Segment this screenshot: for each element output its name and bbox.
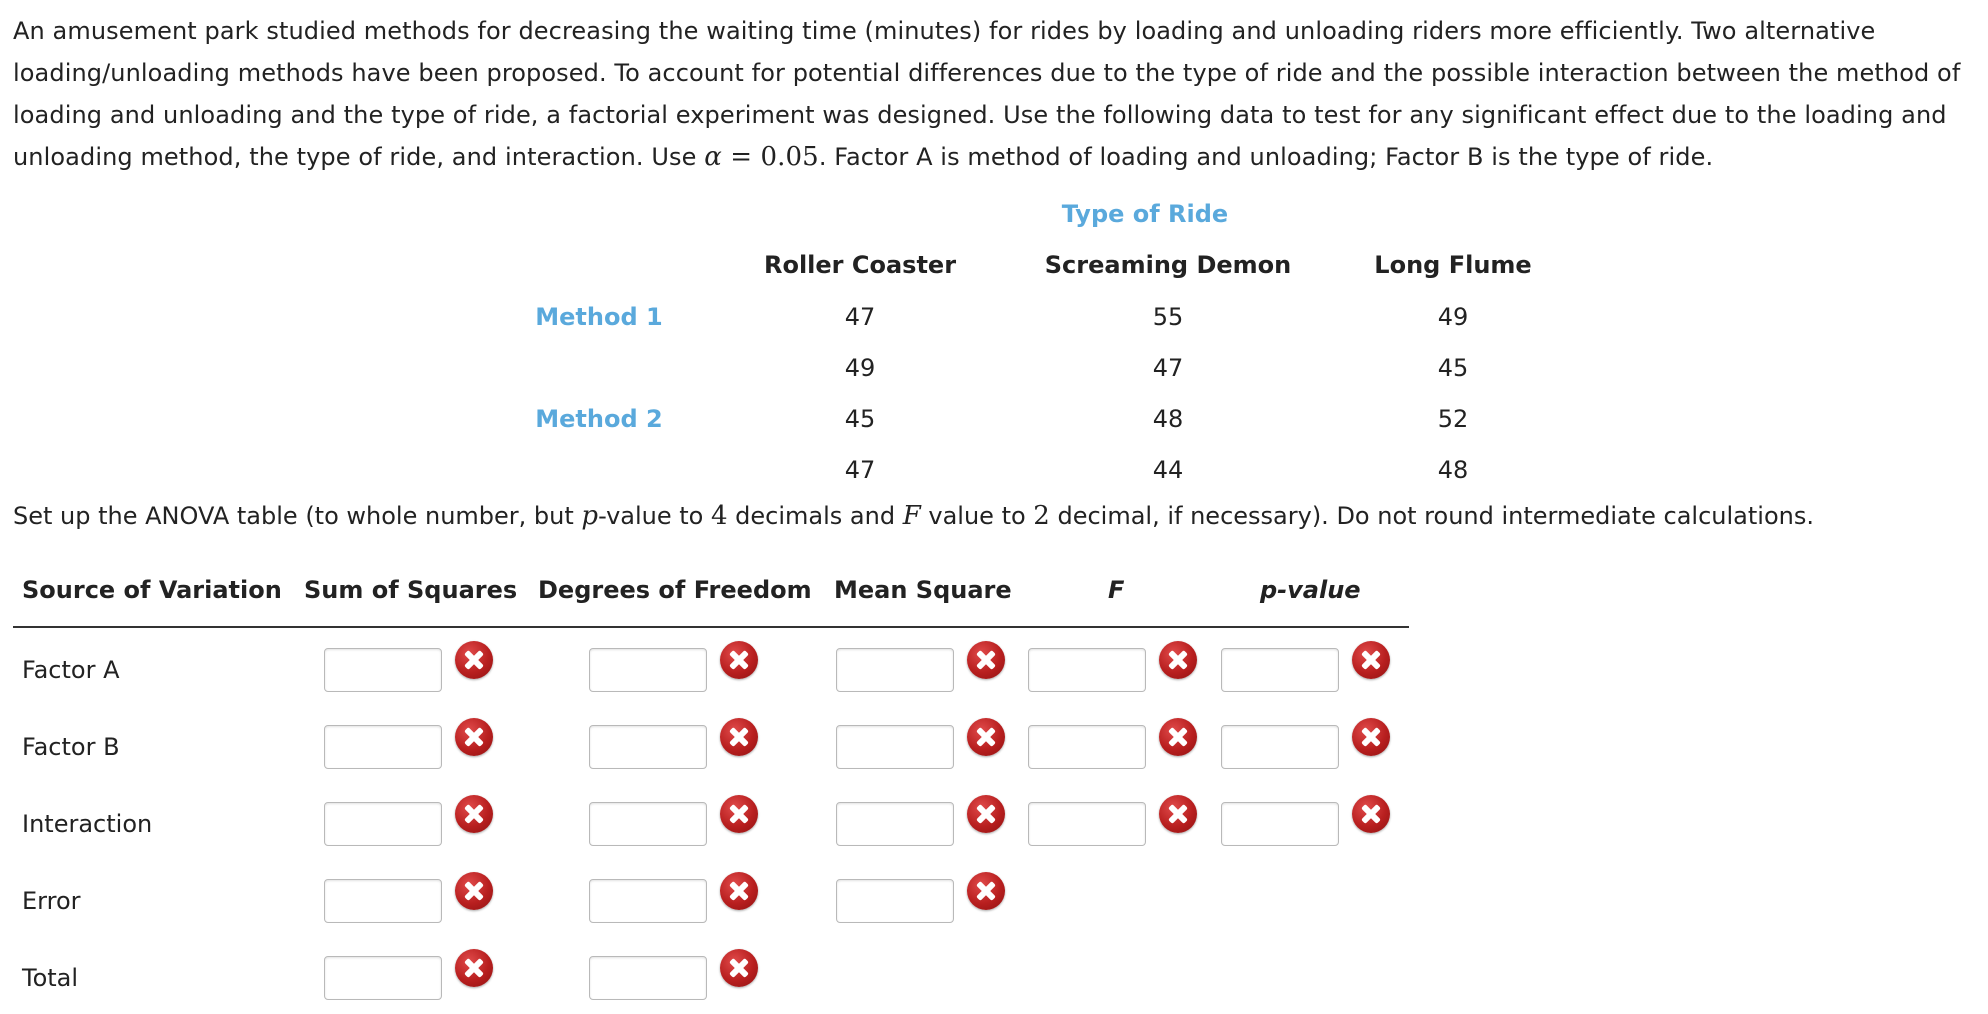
data-cell: 48 [1152, 405, 1184, 433]
incorrect-x-icon [967, 718, 1005, 756]
incorrect-x-icon [720, 949, 758, 987]
incorrect-x-icon [455, 718, 493, 756]
factor-a-p-input[interactable] [1221, 648, 1339, 692]
row-label-method-1: Method 1 [535, 303, 663, 331]
header-p-value: p-value [1260, 576, 1361, 604]
interaction-p-input[interactable] [1221, 802, 1339, 846]
incorrect-x-icon [1159, 795, 1197, 833]
incorrect-x-icon [455, 949, 493, 987]
alpha-symbol: α = 0.05 [704, 142, 819, 172]
total-ss-input[interactable] [324, 956, 442, 1000]
factor-a-ms-input[interactable] [836, 648, 954, 692]
incorrect-x-icon [1352, 795, 1390, 833]
data-cell: 47 [1152, 354, 1184, 382]
problem-statement [13, 10, 1973, 178]
incorrect-x-icon [720, 718, 758, 756]
incorrect-x-icon [455, 641, 493, 679]
incorrect-x-icon [720, 795, 758, 833]
row-label-error: Error [22, 887, 81, 915]
data-cell: 52 [1437, 405, 1469, 433]
incorrect-x-icon [1159, 641, 1197, 679]
incorrect-x-icon [1159, 718, 1197, 756]
factor-b-ss-input[interactable] [324, 725, 442, 769]
data-cell: 49 [1437, 303, 1469, 331]
row-label-interaction: Interaction [22, 810, 153, 838]
column-header: Roller Coaster [763, 251, 957, 279]
error-df-input[interactable] [589, 879, 707, 923]
instructions: Set up the ANOVA table (to whole number, but p-value to 4 decimals and F value to 2 decimal, if necessary). Do not round intermediate calculations. [13, 501, 1814, 531]
row-label-factor-b: Factor B [22, 733, 120, 761]
incorrect-x-icon [967, 795, 1005, 833]
header-sum-of-squares: Sum of Squares [304, 576, 518, 604]
header-divider [13, 626, 1409, 628]
header-f: F [1108, 576, 1125, 604]
incorrect-x-icon [1352, 718, 1390, 756]
header-source: Source of Variation [22, 576, 282, 604]
data-cell: 48 [1437, 456, 1469, 484]
data-cell: 45 [1437, 354, 1469, 382]
interaction-ss-input[interactable] [324, 802, 442, 846]
problem-text: An amusement park studied methods for decreasing the waiting time (minutes) for rides by loading and unloading riders more efficiently. Two alternative loading/unloading methods have been proposed. To account for potential differences due to the type of ride and the possible interaction between the method of loading and unloading and the type of ride, a factorial experiment was designed. Use the following data to test for any significant effect due to the loading and unloading method, the type of ride, and interaction. Use [13, 17, 1961, 171]
incorrect-x-icon [720, 872, 758, 910]
factor-b-p-input[interactable] [1221, 725, 1339, 769]
column-header: Long Flume [1374, 251, 1532, 279]
incorrect-x-icon [967, 872, 1005, 910]
data-cell: 44 [1152, 456, 1184, 484]
total-df-input[interactable] [589, 956, 707, 1000]
row-label-total: Total [22, 964, 79, 992]
column-header: Screaming Demon [1044, 251, 1292, 279]
incorrect-x-icon [455, 872, 493, 910]
incorrect-x-icon [1352, 641, 1390, 679]
interaction-df-input[interactable] [589, 802, 707, 846]
problem-text-end: . Factor A is method of loading and unloading; Factor B is the type of ride. [818, 143, 1714, 171]
row-label-factor-a: Factor A [22, 656, 120, 684]
error-ms-input[interactable] [836, 879, 954, 923]
factor-b-df-input[interactable] [589, 725, 707, 769]
data-cell: 47 [844, 303, 876, 331]
factor-a-f-input[interactable] [1028, 648, 1146, 692]
factor-b-label: Type of Ride [1061, 200, 1229, 228]
factor-b-f-input[interactable] [1028, 725, 1146, 769]
data-cell: 49 [844, 354, 876, 382]
factor-a-ss-input[interactable] [324, 648, 442, 692]
error-ss-input[interactable] [324, 879, 442, 923]
incorrect-x-icon [455, 795, 493, 833]
data-cell: 45 [844, 405, 876, 433]
row-label-method-2: Method 2 [535, 405, 663, 433]
interaction-f-input[interactable] [1028, 802, 1146, 846]
data-cell: 47 [844, 456, 876, 484]
factor-a-df-input[interactable] [589, 648, 707, 692]
header-mean-square: Mean Square [834, 576, 1012, 604]
data-cell: 55 [1152, 303, 1184, 331]
incorrect-x-icon [720, 641, 758, 679]
interaction-ms-input[interactable] [836, 802, 954, 846]
factor-b-ms-input[interactable] [836, 725, 954, 769]
header-degrees-of-freedom: Degrees of Freedom [538, 576, 812, 604]
incorrect-x-icon [967, 641, 1005, 679]
